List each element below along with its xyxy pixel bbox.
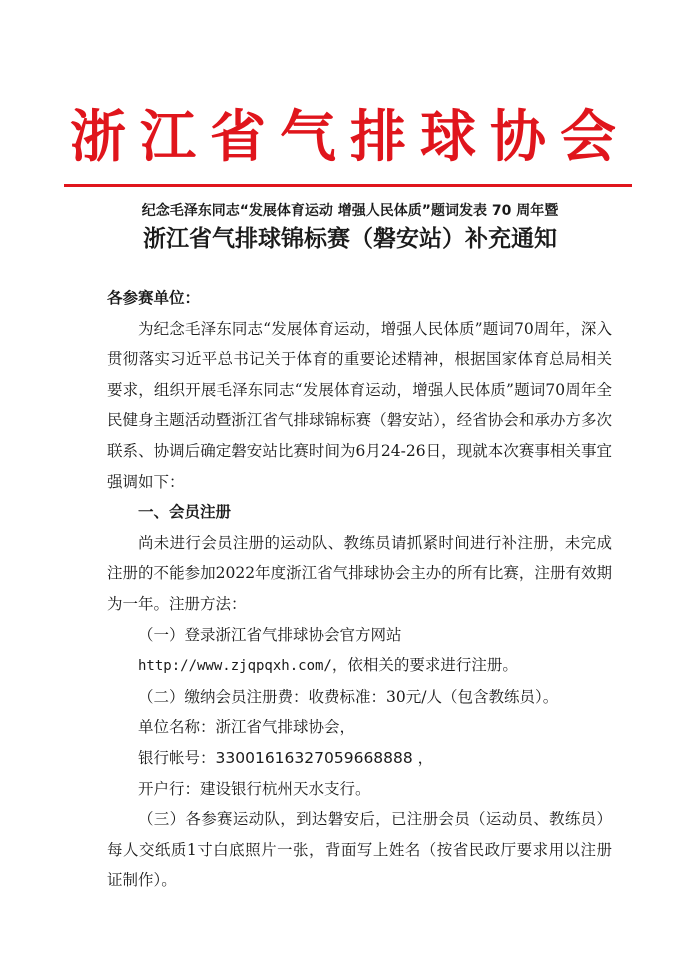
association-website-link[interactable]: http://www.zjqpqxh.com/ [138, 658, 332, 675]
bank-account-label: 银行帐号： [138, 748, 216, 767]
document-body [107, 283, 612, 896]
registration-step-3: （三）各参赛运动队，到达磐安后，已注册会员（运动员、教练员）每人交纸质1寸白底照片一张，背面写上姓名（按省民政厅要求用以注册证制作）。 [107, 810, 612, 890]
registration-step-1: （一）登录浙江省气排球协会官方网站 [138, 625, 402, 644]
bank-account-line [107, 743, 612, 774]
registration-step-2: （二）缴纳会员注册费：收费标准：30元/人（包含教练员）。 [138, 687, 559, 706]
registration-url-line [107, 650, 612, 682]
intro-paragraph: 为纪念毛泽东同志“发展体育运动，增强人民体质”题词70周年，深入贯彻落实习近平总书记关于体育的重要论述精神，根据国家体育总局相关要求，组织开展毛泽东同志“发展体育运动，增强人民体质”题词70周年全民健身主题活动暨浙江省气排球锦标赛（磐安站），经省协会和承办方多次联系、协调后确定磐安站比赛时间为6月24-26日，现就本次赛事相关事宜强调如下： [107, 319, 612, 491]
registration-url-suffix: ，依相关的要求进行注册。 [331, 656, 518, 675]
bank-branch: 开户行：建设银行杭州天水支行。 [138, 779, 371, 798]
document-subtitle: 纪念毛泽东同志“发展体育运动 增强人民体质”题词发表 70 周年暨 [141, 203, 559, 219]
letterhead-title: 浙江省气排球协会 [70, 104, 630, 170]
bank-account-suffix: ， [412, 748, 434, 767]
payee-name: 单位名称：浙江省气排球协会， [138, 718, 356, 737]
section-heading-member-registration: 一、会员注册 [138, 503, 232, 522]
letterhead-divider [64, 184, 632, 187]
document-title: 浙江省气排球锦标赛（磐安站）补充通知 [143, 226, 557, 252]
registration-paragraph: 尚未进行会员注册的运动队、教练员请抓紧时间进行补注册，未完成注册的不能参加2022年度浙江省气排球协会主办的所有比赛，注册有效期为一年。注册方法： [107, 533, 612, 613]
bank-account-number: 33001616327059668888 [215, 748, 413, 767]
salutation: 各参赛单位： [107, 289, 201, 307]
